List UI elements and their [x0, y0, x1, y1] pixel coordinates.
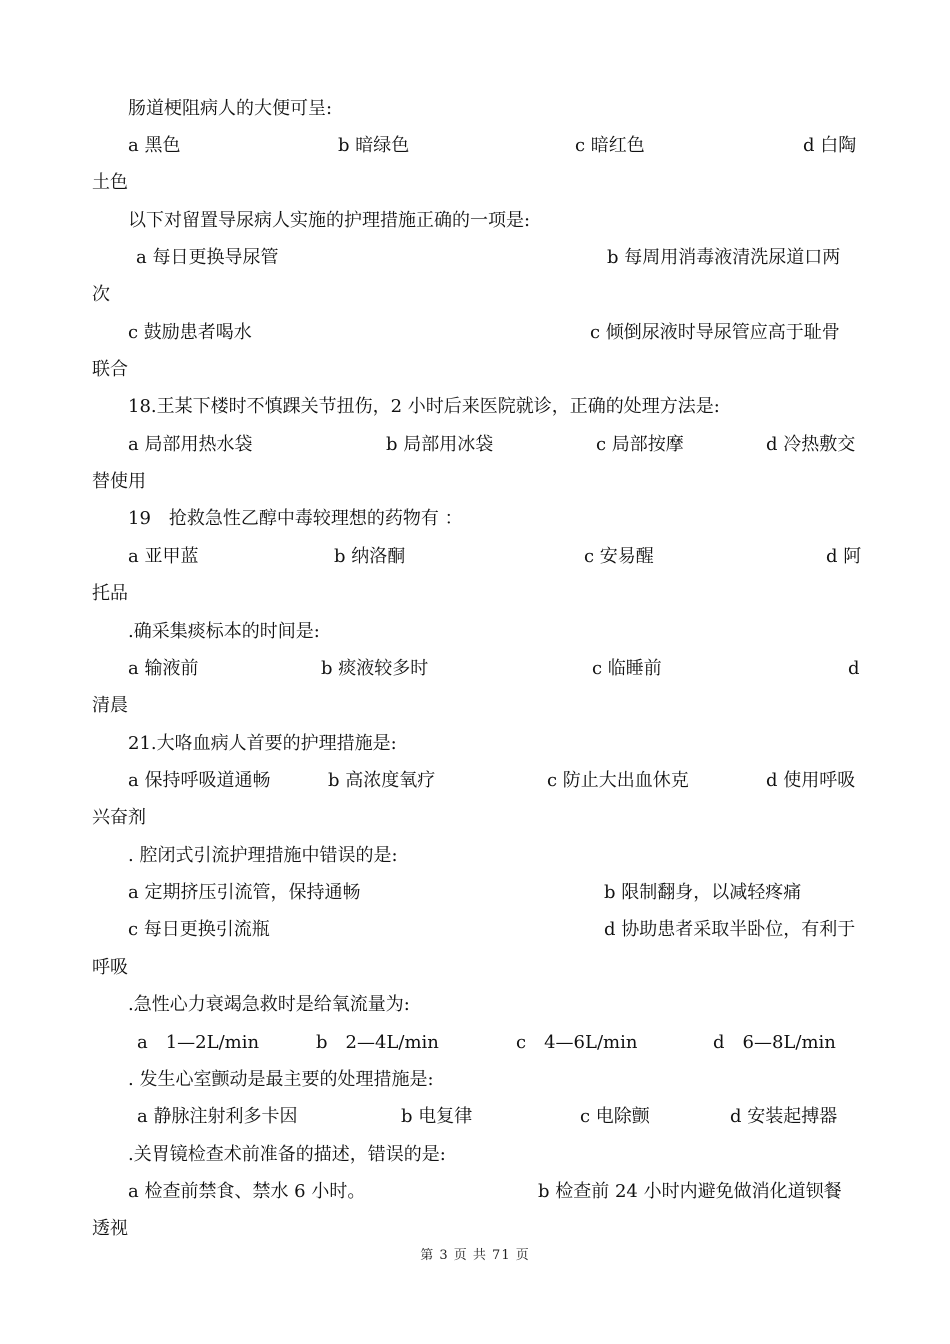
option: d 阿: [826, 546, 862, 567]
option: b 每周用消毒液清洗尿道口两: [607, 247, 841, 268]
question-stem: . 腔闭式引流护理措施中错误的是:: [128, 845, 398, 866]
page-footer: 第 3 页 共 71 页: [420, 1248, 530, 1263]
option: d: [848, 658, 860, 679]
option: c 安易醒: [584, 546, 654, 567]
question-stem: . 发生心室颤动是最主要的处理措施是:: [128, 1069, 434, 1090]
option: d 6—8L/min: [713, 1032, 836, 1053]
question-stem: 21.大咯血病人首要的护理措施是:: [128, 733, 397, 754]
option: b 限制翻身，以减轻疼痛: [604, 882, 802, 903]
option: b 电复律: [401, 1106, 473, 1127]
option: c 每日更换引流瓶: [128, 919, 270, 940]
option-continuation: 呼吸: [92, 957, 128, 978]
option: a 局部用热水袋: [128, 434, 253, 455]
option: b 高浓度氧疗: [328, 770, 436, 791]
option: c 倾倒尿液时导尿管应高于耻骨: [590, 322, 840, 343]
option: d 协助患者采取半卧位，有利于: [604, 919, 856, 940]
option: b 2—4L/min: [316, 1032, 439, 1053]
option: a 静脉注射利多卡因: [137, 1106, 298, 1127]
option: d 冷热敷交: [766, 434, 856, 455]
option: b 痰液较多时: [321, 658, 429, 679]
option: a 每日更换导尿管: [136, 247, 279, 268]
option: a 检查前禁食、禁水 6 小时。: [128, 1181, 366, 1202]
option: a 定期挤压引流管，保持通畅: [128, 882, 361, 903]
option: c 4—6L/min: [516, 1032, 638, 1053]
option: c 防止大出血休克: [547, 770, 689, 791]
option: c 临睡前: [592, 658, 662, 679]
option: b 检查前 24 小时内避免做消化道钡餐: [538, 1181, 842, 1202]
option: d 白陶: [803, 135, 857, 156]
option: b 局部用冰袋: [386, 434, 494, 455]
option-continuation: 土色: [92, 172, 128, 193]
option: a 黑色: [128, 135, 181, 156]
question-stem: .关胃镜检查术前准备的描述，错误的是:: [128, 1144, 446, 1165]
question-stem: 以下对留置导尿病人实施的护理措施正确的一项是:: [128, 210, 531, 231]
option: d 安装起搏器: [730, 1106, 838, 1127]
question-stem: 19 抢救急性乙醇中毒较理想的药物有 ：: [128, 508, 463, 529]
question-stem: .确采集痰标本的时间是:: [128, 621, 320, 642]
question-stem: 肠道梗阻病人的大便可呈:: [128, 98, 333, 119]
option: b 暗绿色: [338, 135, 410, 156]
option: c 鼓励患者喝水: [128, 322, 252, 343]
option: a 亚甲蓝: [128, 546, 199, 567]
option: b 纳洛酮: [334, 546, 406, 567]
option-continuation: 兴奋剂: [92, 807, 146, 828]
option-continuation: 清晨: [92, 695, 128, 716]
option: c 电除颤: [580, 1106, 650, 1127]
option-continuation: 联合: [92, 359, 128, 380]
question-stem: .急性心力衰竭急救时是给氧流量为:: [128, 994, 410, 1015]
option: d 使用呼吸: [766, 770, 856, 791]
option-continuation: 次: [92, 284, 110, 305]
option-continuation: 透视: [92, 1218, 128, 1239]
option-continuation: 替使用: [92, 471, 146, 492]
option: a 保持呼吸道通畅: [128, 770, 271, 791]
option-continuation: 托品: [92, 583, 128, 604]
option: c 暗红色: [575, 135, 645, 156]
option: c 局部按摩: [596, 434, 684, 455]
option: a 输液前: [128, 658, 199, 679]
question-stem: 18.王某下楼时不慎踝关节扭伤，2 小时后来医院就诊，正确的处理方法是:: [128, 396, 720, 417]
option: a 1—2L/min: [137, 1032, 260, 1053]
